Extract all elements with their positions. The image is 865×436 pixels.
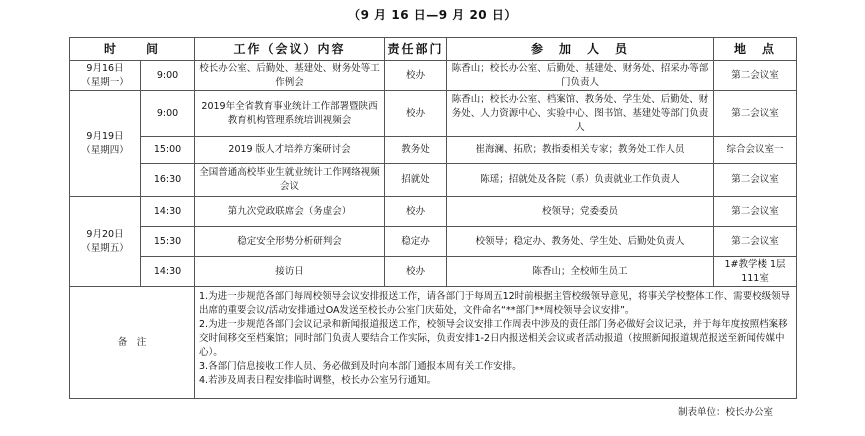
time-cell: 14:30 bbox=[141, 197, 195, 227]
place-cell: 第二会议室 bbox=[714, 91, 797, 137]
header-participants: 参 加 人 员 bbox=[447, 38, 714, 61]
date-label: 9月16日 bbox=[86, 62, 124, 74]
header-time: 时 间 bbox=[70, 38, 195, 61]
place-cell: 第二会议室 bbox=[714, 164, 797, 197]
footer-issuer: 制表单位：校长办公室 bbox=[678, 407, 774, 418]
header-dept: 责任部门 bbox=[385, 38, 447, 61]
content-cell: 2019 版人才培养方案研讨会 bbox=[195, 137, 385, 164]
weekday-label: （星期一） bbox=[81, 76, 129, 88]
time-cell: 9:00 bbox=[141, 91, 195, 137]
time-cell: 9:00 bbox=[141, 61, 195, 91]
participants-cell: 陈瑶；招就处及各院（系）负责就业工作负责人 bbox=[447, 164, 714, 197]
weekday-label: （星期四） bbox=[81, 144, 129, 156]
note-item: 3.各部门信息接收工作人员、务必做到及时向本部门通报本周有关工作安排。 bbox=[199, 361, 522, 372]
table-row bbox=[70, 227, 797, 257]
participants-cell: 陈香山；校长办公室、档案馆、教务处、学生处、后勤处、财务处、人力资源中心、实验中心、图书馆、基建处等部门负责人 bbox=[447, 91, 714, 137]
dept-cell: 校办 bbox=[385, 91, 447, 137]
content-cell: 接访日 bbox=[195, 257, 385, 287]
date-label: 9月20日 bbox=[86, 228, 124, 240]
header-content: 工作（会议）内容 bbox=[195, 38, 385, 61]
place-cell: 第二会议室 bbox=[714, 61, 797, 91]
content-cell: 校长办公室、后勤处、基建处、财务处等工作例会 bbox=[195, 61, 385, 91]
note-item: 4.若涉及周表日程安排临时调整，校长办公室另行通知。 bbox=[199, 375, 437, 386]
place-cell: 1#教学楼 1层111室 bbox=[714, 257, 797, 287]
participants-cell: 陈香山；校长办公室、后勤处、基建处、财务处、招采办等部门负责人 bbox=[447, 61, 714, 91]
date-cell bbox=[70, 197, 141, 287]
content-cell: 2019年全省教育事业统计工作部署暨陕西教育机构管理系统培训视频会 bbox=[195, 91, 385, 137]
table-row bbox=[70, 91, 797, 137]
header-row bbox=[70, 38, 797, 61]
date-cell bbox=[70, 61, 141, 91]
table-row bbox=[70, 61, 797, 91]
dept-cell: 招就处 bbox=[385, 164, 447, 197]
place-cell: 第二会议室 bbox=[714, 227, 797, 257]
content-cell: 全国普通高校毕业生就业统计工作网络视频会议 bbox=[195, 164, 385, 197]
notes-row bbox=[70, 287, 797, 399]
participants-cell: 校领导；稳定办、教务处、学生处、后勤处负责人 bbox=[447, 227, 714, 257]
time-cell: 16:30 bbox=[141, 164, 195, 197]
weekday-label: （星期五） bbox=[81, 242, 129, 254]
notes-cell bbox=[195, 287, 797, 399]
date-label: 9月19日 bbox=[86, 130, 124, 142]
time-cell: 15:30 bbox=[141, 227, 195, 257]
schedule-title: （9 月 16 日—9 月 20 日） bbox=[348, 8, 517, 22]
place-cell: 综合会议室一 bbox=[714, 137, 797, 164]
time-cell: 14:30 bbox=[141, 257, 195, 287]
table-row bbox=[70, 197, 797, 227]
dept-cell: 教务处 bbox=[385, 137, 447, 164]
participants-cell: 校领导；党委委员 bbox=[447, 197, 714, 227]
table-row bbox=[70, 164, 797, 197]
dept-cell: 稳定办 bbox=[385, 227, 447, 257]
note-item: 2.为进一步规范各部门会议记录和新闻报道报送工作，校领导会议安排工作周表中涉及的责任部门务必做好会议记录，并于每年度按照档案移交时间移交至档案馆；同时部门负责人要结合工作实际，负责安排1-2日内报送相关会议或者活动报道（按照新闻报道规范报送至新闻传媒中心）。 bbox=[199, 319, 788, 358]
dept-cell: 校办 bbox=[385, 197, 447, 227]
time-cell: 15:00 bbox=[141, 137, 195, 164]
dept-cell: 校办 bbox=[385, 257, 447, 287]
content-cell: 第九次党政联席会（务虚会） bbox=[195, 197, 385, 227]
note-item: 1.为进一步规范各部门每周校领导会议安排报送工作，请各部门于每周五12时前根据主管校级领导意见，将事关学校整体工作、需要校级领导出席的重要会议/活动安排通过OA发送至校长办公室门庆茹处，文件命名“**部门**周校领导会议安排”。 bbox=[199, 291, 791, 316]
content-cell: 稳定安全形势分析研判会 bbox=[195, 227, 385, 257]
dept-cell: 校办 bbox=[385, 61, 447, 91]
header-place: 地 点 bbox=[714, 38, 797, 61]
place-cell: 第二会议室 bbox=[714, 197, 797, 227]
date-cell bbox=[70, 91, 141, 197]
schedule-table bbox=[69, 37, 797, 399]
table-row bbox=[70, 137, 797, 164]
notes-label: 备 注 bbox=[70, 287, 195, 399]
participants-cell: 陈香山；全校师生员工 bbox=[447, 257, 714, 287]
participants-cell: 崔海澜、拓欣；教指委相关专家；教务处工作人员 bbox=[447, 137, 714, 164]
table-row bbox=[70, 257, 797, 287]
